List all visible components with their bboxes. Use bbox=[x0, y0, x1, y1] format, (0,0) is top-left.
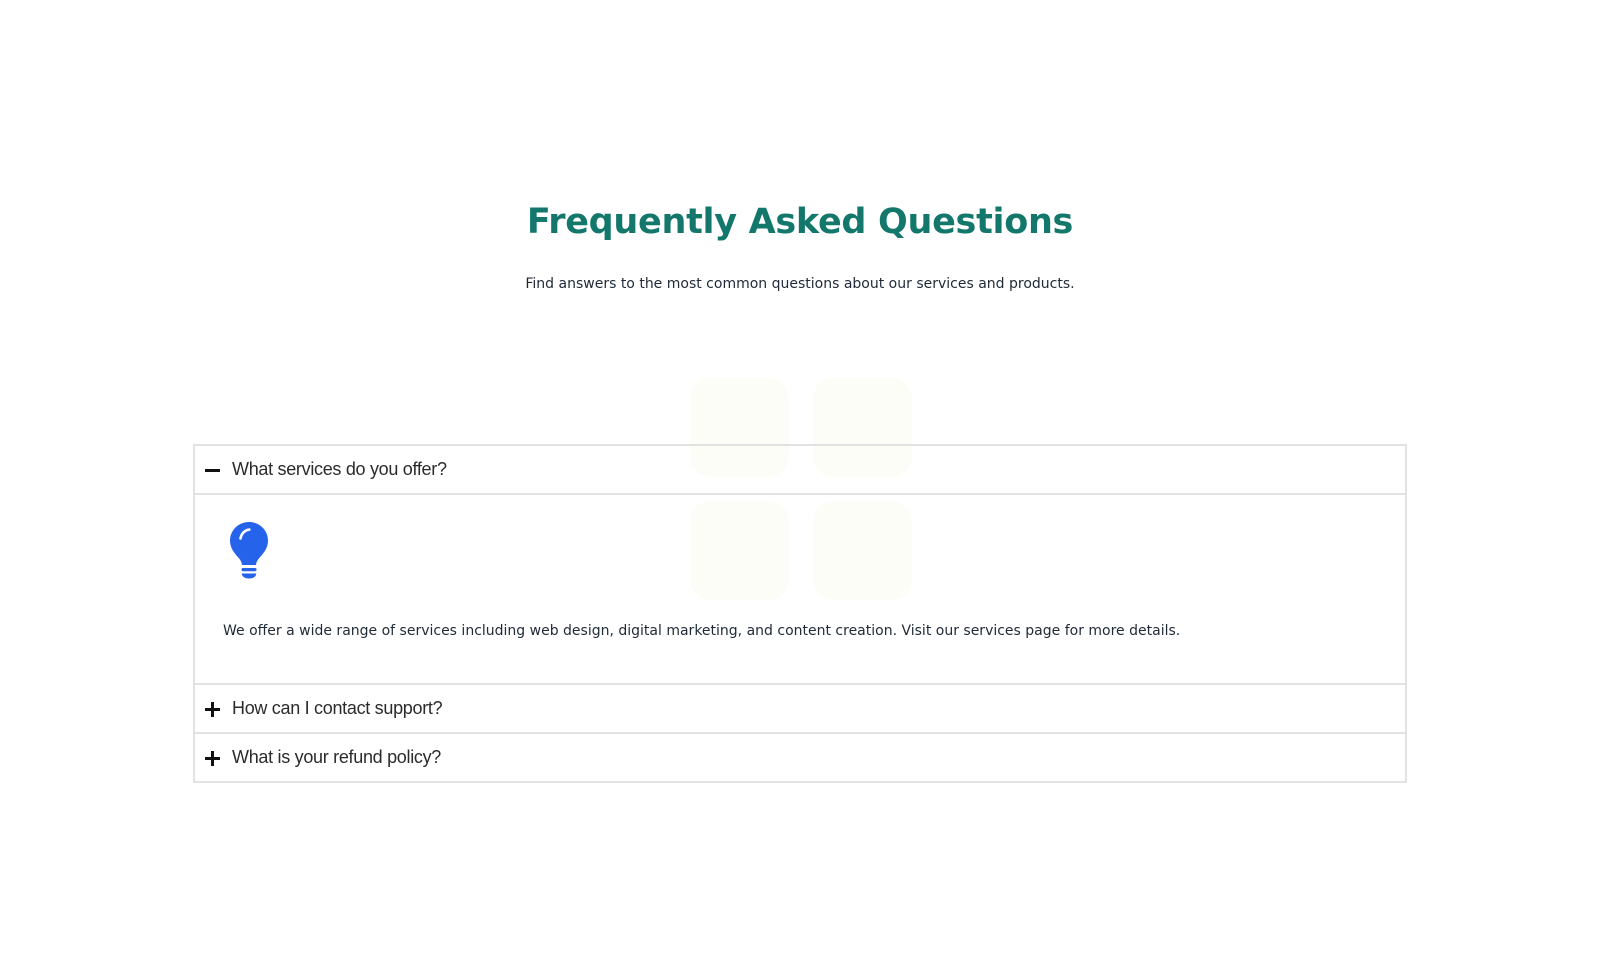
faq-accordion bbox=[193, 444, 1407, 783]
accordion-header-support[interactable] bbox=[195, 685, 1405, 732]
plus-icon[interactable] bbox=[205, 750, 221, 766]
accordion-question: What services do you offer? bbox=[232, 459, 447, 479]
page-subtitle: Find answers to the most common questions about our services and products. bbox=[525, 276, 1075, 292]
page-title: Frequently Asked Questions bbox=[526, 202, 1074, 242]
minus-icon[interactable] bbox=[205, 462, 221, 478]
accordion-item bbox=[193, 444, 1407, 685]
accordion-question: What is your refund policy? bbox=[232, 747, 441, 767]
accordion-question: How can I contact support? bbox=[232, 698, 443, 718]
accordion-item bbox=[193, 732, 1407, 783]
accordion-header-services[interactable] bbox=[195, 446, 1405, 493]
accordion-item bbox=[193, 683, 1407, 734]
accordion-answer: We offer a wide range of services including web design, digital marketing, and content creation. Visit our services page for more details. bbox=[223, 623, 1181, 639]
accordion-header-refund[interactable] bbox=[195, 734, 1405, 781]
lightbulb-icon bbox=[229, 521, 269, 579]
accordion-panel bbox=[195, 493, 1405, 683]
plus-icon[interactable] bbox=[205, 701, 221, 717]
